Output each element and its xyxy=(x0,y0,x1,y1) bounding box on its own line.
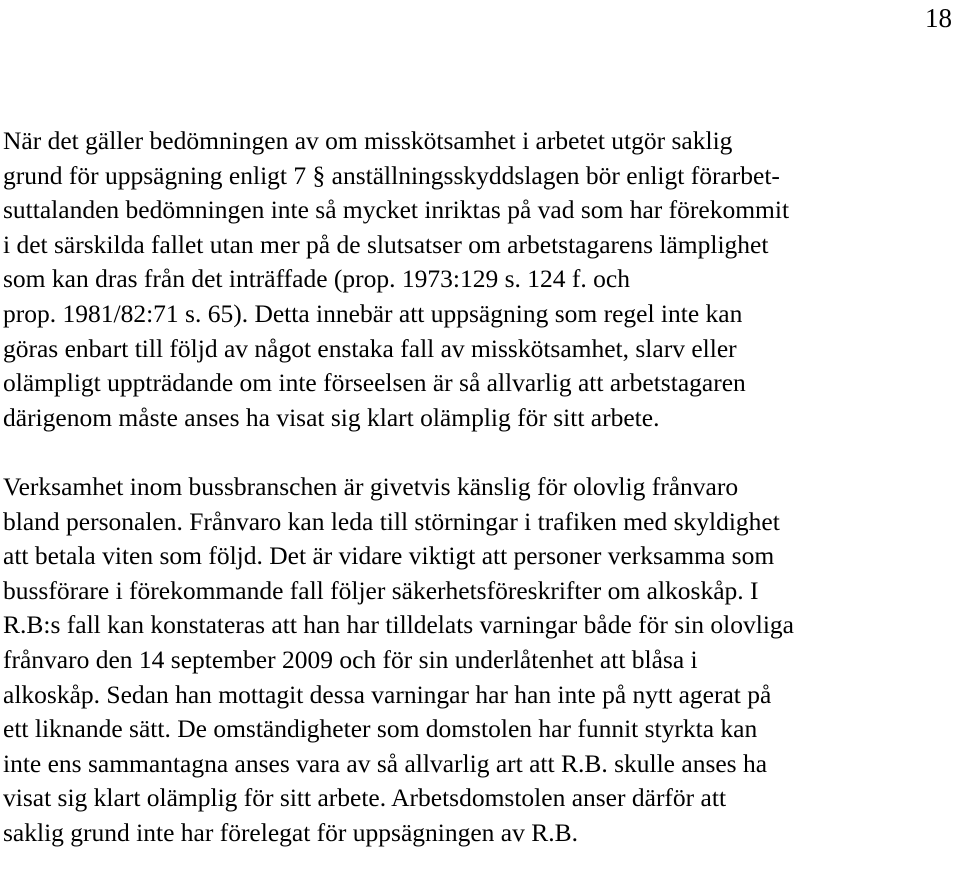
text-line: som kan dras från det inträffade (prop. 1973:129 s. 124 f. och xyxy=(3,264,630,294)
paragraph-2 xyxy=(3,470,953,851)
text-line: alkoskåp. Sedan han mottagit dessa varningar har han inte på nytt agerat på xyxy=(3,679,772,709)
document-body xyxy=(3,124,953,850)
text-line: i det särskilda fallet utan mer på de slutsatser om arbetstagarens lämplighet xyxy=(3,229,769,259)
text-line: göras enbart till följd av något enstaka fall av misskötsamhet, slarv eller xyxy=(3,333,737,363)
text-line: därigenom måste anses ha visat sig klart olämplig för sitt arbete. xyxy=(3,402,660,432)
text-line: visat sig klart olämplig för sitt arbete. Arbetsdomstolen anser därför att xyxy=(3,783,727,813)
text-line: ett liknande sätt. De omständigheter som domstolen har funnit styrkta kan xyxy=(3,714,758,744)
text-line: saklig grund inte har förelegat för uppsägningen av R.B. xyxy=(3,817,579,847)
text-line: olämpligt uppträdande om inte förseelsen är så allvarlig att arbetstagaren xyxy=(3,368,746,398)
text-line: inte ens sammantagna anses vara av så allvarlig art att R.B. skulle anses ha xyxy=(3,748,768,778)
text-line: R.B:s fall kan konstateras att han har tilldelats varningar både för sin olovliga xyxy=(3,610,794,640)
text-line: bussförare i förekommande fall följer säkerhetsföreskrifter om alkoskåp. I xyxy=(3,575,759,605)
text-line: Verksamhet inom bussbranschen är givetvis känslig för olovlig frånvaro xyxy=(3,471,739,501)
text-line: frånvaro den 14 september 2009 och för sin underlåtenhet att blåsa i xyxy=(3,644,698,674)
text-line: prop. 1981/82:71 s. 65). Detta innebär att uppsägning som regel inte kan xyxy=(3,298,743,328)
text-line: grund för uppsägning enligt 7 § anställningsskyddslagen bör enligt förarbet- xyxy=(3,160,780,190)
text-line: suttalanden bedömningen inte så mycket inriktas på vad som har förekommit xyxy=(3,195,790,225)
text-line: bland personalen. Frånvaro kan leda till störningar i trafiken med skyldighet xyxy=(3,506,780,536)
page-number: 18 xyxy=(925,3,952,33)
text-line: att betala viten som följd. Det är vidare viktigt att personer verksamma som xyxy=(3,541,775,571)
text-line: När det gäller bedömningen av om misskötsamhet i arbetet utgör saklig xyxy=(3,126,733,155)
paragraph-1 xyxy=(3,124,953,435)
